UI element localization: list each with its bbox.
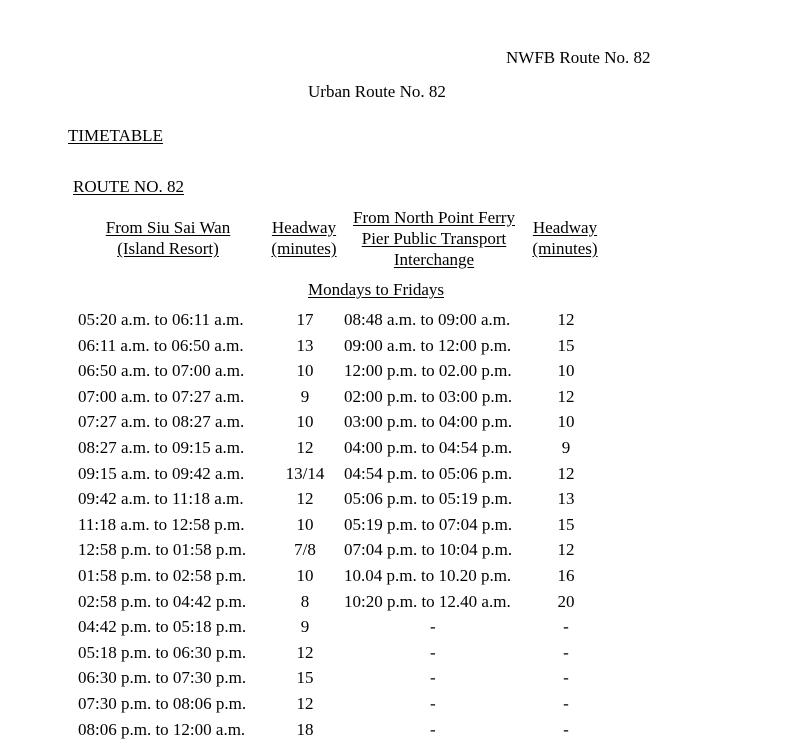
column-header-line: Pier Public Transport: [361, 229, 507, 248]
cell-headway-1: 9: [300, 386, 310, 406]
cell-headway-2: 15: [557, 514, 575, 534]
column-header-headway-1: [267, 217, 341, 259]
cell-from-north-point: 08:48 a.m. to 09:00 a.m.: [344, 310, 511, 329]
cell-headway-2: 9: [561, 438, 571, 457]
cell-headway-2: 10: [557, 412, 575, 432]
column-header-from-siu-sai-wan: [89, 217, 247, 259]
cell-headway-1: 13: [296, 335, 314, 355]
cell-headway-2: -: [563, 617, 569, 637]
cell-from-north-point: 07:04 p.m. to 10:04 p.m.: [344, 540, 513, 560]
cell-headway-2: 12: [557, 463, 575, 483]
cell-headway-1: 7/8: [294, 540, 316, 560]
table-row: [0, 515, 789, 541]
section-heading: TIMETABLE: [68, 126, 163, 145]
cell-headway-1: 10: [296, 514, 314, 534]
column-header-from-north-point: [345, 207, 523, 270]
table-row: [0, 592, 789, 618]
cell-headway-2: -: [563, 642, 569, 662]
cell-from-north-point: 04:00 p.m. to 04:54 p.m.: [344, 438, 513, 457]
cell-headway-1: 12: [296, 489, 314, 509]
table-row: [0, 412, 789, 438]
table-row: [0, 387, 789, 413]
column-header-line: From North Point Ferry: [353, 208, 515, 227]
cell-from-north-point: 10.04 p.m. to 10.20 p.m.: [344, 566, 512, 585]
table-row: [0, 617, 789, 643]
cell-from-north-point: 12:00 p.m. to 02.00 p.m.: [344, 361, 512, 381]
cell-from-siu-sai-wan: 07:27 a.m. to 08:27 a.m.: [78, 412, 245, 432]
cell-headway-1: 10: [296, 412, 314, 432]
route-number-heading: ROUTE NO. 82: [73, 177, 184, 196]
cell-headway-1: 15: [296, 668, 314, 688]
cell-from-north-point: 03:00 p.m. to 04:00 p.m.: [344, 412, 513, 432]
table-row: [0, 668, 789, 694]
cell-from-siu-sai-wan: 09:15 a.m. to 09:42 a.m.: [78, 463, 245, 483]
cell-from-siu-sai-wan: 07:00 a.m. to 07:27 a.m.: [78, 386, 245, 406]
cell-headway-2: 20: [557, 591, 575, 611]
table-row: [0, 310, 789, 336]
page-title: Urban Route No. 82: [308, 82, 446, 101]
cell-from-north-point: -: [430, 642, 436, 662]
column-header-line: (Island Resort): [117, 239, 219, 258]
cell-headway-2: 12: [557, 310, 575, 329]
cell-from-siu-sai-wan: 07:30 p.m. to 08:06 p.m.: [78, 694, 247, 713]
cell-from-north-point: 09:00 a.m. to 12:00 p.m.: [344, 335, 512, 355]
cell-from-north-point: -: [430, 617, 436, 637]
cell-headway-1: 17: [296, 310, 314, 329]
cell-headway-2: 12: [557, 386, 575, 406]
cell-from-north-point: 02:00 p.m. to 03:00 p.m.: [344, 386, 513, 406]
cell-from-siu-sai-wan: 11:18 a.m. to 12:58 p.m.: [78, 514, 245, 534]
cell-from-siu-sai-wan: 06:30 p.m. to 07:30 p.m.: [78, 668, 247, 688]
operator-route-label: NWFB Route No. 82: [506, 48, 651, 67]
cell-headway-2: 15: [557, 335, 575, 355]
cell-from-siu-sai-wan: 08:27 a.m. to 09:15 a.m.: [78, 438, 245, 457]
cell-headway-1: 10: [296, 361, 314, 381]
cell-from-siu-sai-wan: 06:11 a.m. to 06:50 a.m.: [78, 335, 244, 355]
table-row: [0, 464, 789, 490]
cell-from-siu-sai-wan: 12:58 p.m. to 01:58 p.m.: [78, 540, 247, 560]
table-row: [0, 438, 789, 464]
cell-headway-1: 12: [296, 694, 314, 713]
column-header-line: Headway: [271, 218, 337, 237]
column-header-line: (minutes): [532, 239, 598, 258]
cell-headway-1: 10: [296, 566, 314, 585]
table-row: [0, 336, 789, 362]
table-row: [0, 361, 789, 387]
cell-from-siu-sai-wan: 04:42 p.m. to 05:18 p.m.: [78, 617, 247, 637]
column-header-line: Interchange: [393, 250, 475, 269]
table-row: [0, 643, 789, 669]
cell-from-siu-sai-wan: 06:50 a.m. to 07:00 a.m.: [78, 361, 245, 381]
cell-from-siu-sai-wan: 09:42 a.m. to 11:18 a.m.: [78, 489, 244, 509]
cell-from-siu-sai-wan: 05:18 p.m. to 06:30 p.m.: [78, 642, 247, 662]
cell-headway-1: 9: [300, 617, 310, 637]
table-row: [0, 566, 789, 592]
table-row: [0, 720, 789, 746]
cell-from-north-point: 05:19 p.m. to 07:04 p.m.: [344, 514, 513, 534]
cell-headway-2: 16: [557, 566, 575, 585]
cell-headway-2: 12: [557, 540, 575, 560]
cell-from-siu-sai-wan: 01:58 p.m. to 02:58 p.m.: [78, 566, 247, 585]
cell-headway-2: -: [563, 668, 569, 688]
cell-from-siu-sai-wan: 08:06 p.m. to 12:00 a.m.: [78, 719, 246, 739]
cell-headway-1: 12: [296, 642, 314, 662]
column-header-line: Headway: [532, 218, 598, 237]
column-header-line: From Siu Sai Wan: [105, 218, 231, 237]
cell-headway-2: 10: [557, 361, 575, 381]
cell-headway-1: 18: [296, 719, 314, 739]
cell-from-north-point: 04:54 p.m. to 05:06 p.m.: [344, 463, 513, 483]
cell-headway-1: 13/14: [285, 463, 325, 483]
table-row: [0, 489, 789, 515]
cell-from-siu-sai-wan: 02:58 p.m. to 04:42 p.m.: [78, 591, 247, 611]
cell-from-north-point: -: [430, 668, 436, 688]
cell-headway-2: -: [563, 694, 569, 713]
cell-headway-1: 8: [300, 591, 310, 611]
cell-headway-2: 13: [557, 489, 575, 509]
cell-from-north-point: 05:06 p.m. to 05:19 p.m.: [344, 489, 513, 509]
cell-from-siu-sai-wan: 05:20 a.m. to 06:11 a.m.: [78, 310, 244, 329]
day-label: Mondays to Fridays: [308, 280, 444, 299]
cell-from-north-point: -: [430, 694, 436, 713]
column-header-line: (minutes): [271, 239, 337, 258]
cell-headway-2: -: [563, 719, 569, 739]
cell-from-north-point: -: [430, 719, 436, 739]
cell-from-north-point: 10:20 p.m. to 12.40 a.m.: [344, 591, 511, 611]
table-row: [0, 694, 789, 720]
column-header-headway-2: [527, 217, 603, 259]
cell-headway-1: 12: [296, 438, 314, 457]
table-row: [0, 540, 789, 566]
